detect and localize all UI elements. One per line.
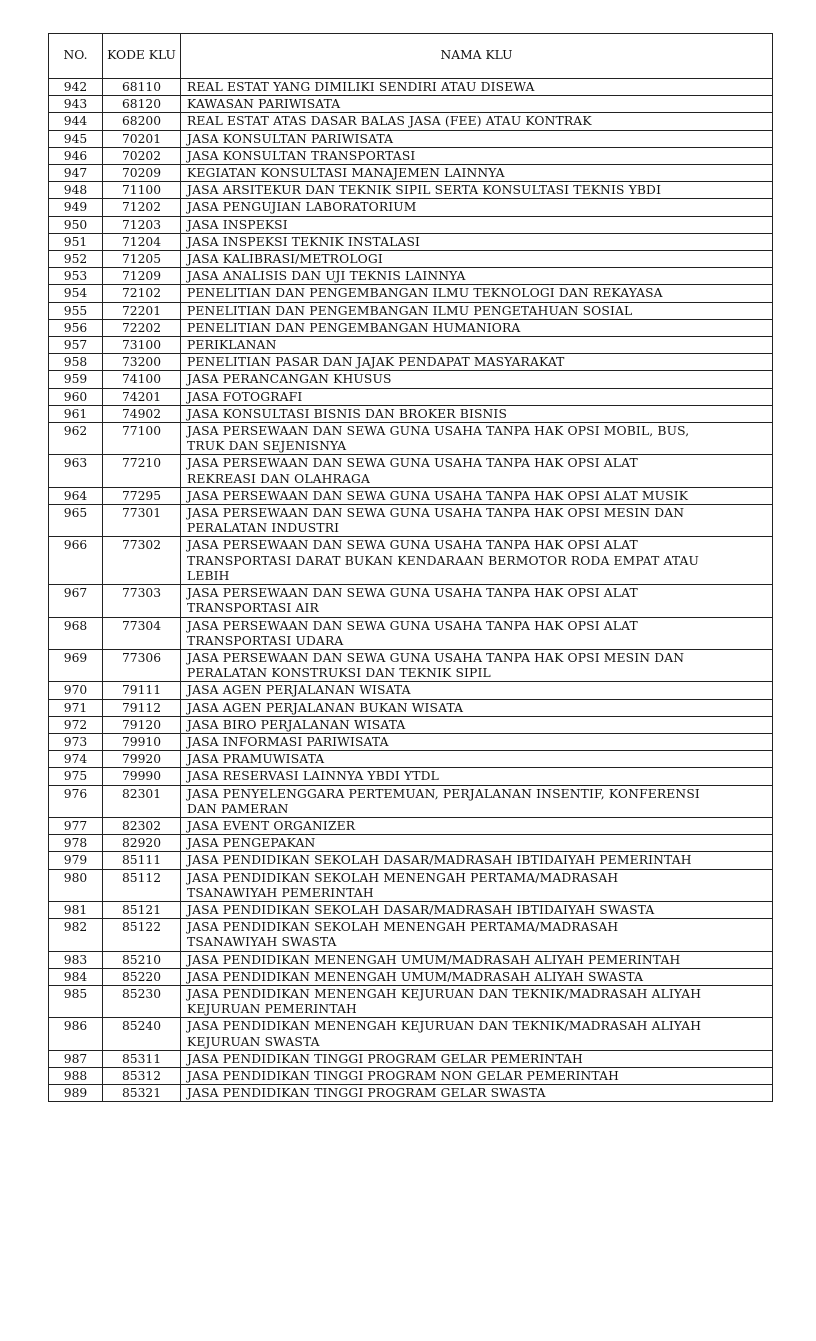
cell-nama-klu <box>181 869 773 901</box>
table-row <box>49 768 773 785</box>
table-row <box>49 302 773 319</box>
table-row <box>49 1018 773 1050</box>
cell-nama-klu <box>181 251 773 268</box>
nama-line: JASA KONSULTAN PARIWISATA <box>187 131 394 146</box>
table-row <box>49 817 773 834</box>
table-header <box>49 34 773 79</box>
nama-line: REKREASI DAN OLAHRAGA <box>187 471 370 486</box>
table-body <box>49 79 773 1102</box>
cell-no: 947 <box>49 165 103 182</box>
cell-nama-klu <box>181 268 773 285</box>
table-row <box>49 649 773 681</box>
nama-line: JASA PRAMUWISATA <box>187 752 325 767</box>
nama-line: KEGIATAN KONSULTASI MANAJEMEN LAINNYA <box>187 166 505 181</box>
cell-kode-klu: 68200 <box>103 113 181 130</box>
cell-no: 973 <box>49 733 103 750</box>
cell-no: 976 <box>49 785 103 817</box>
nama-line: JASA PENDIDIKAN SEKOLAH DASAR/MADRASAH IBTIDAIYAH PEMERINTAH <box>187 853 692 868</box>
cell-no: 989 <box>49 1085 103 1102</box>
cell-nama-klu <box>181 585 773 617</box>
cell-nama-klu <box>181 388 773 405</box>
cell-kode-klu: 71204 <box>103 233 181 250</box>
nama-line: PERALATAN KONSTRUKSI DAN TEKNIK SIPIL <box>187 666 491 681</box>
cell-nama-klu <box>181 768 773 785</box>
cell-no: 979 <box>49 852 103 869</box>
cell-nama-klu <box>181 337 773 354</box>
table-row <box>49 337 773 354</box>
nama-line: JASA PERSEWAAN DAN SEWA GUNA USAHA TANPA HAK OPSI MOBIL, BUS, <box>187 424 690 439</box>
table-row <box>49 951 773 968</box>
cell-no: 958 <box>49 354 103 371</box>
cell-nama-klu <box>181 354 773 371</box>
header-nama: NAMA KLU <box>181 34 773 79</box>
nama-line: JASA PENDIDIKAN TINGGI PROGRAM GELAR SWASTA <box>187 1086 546 1101</box>
cell-nama-klu <box>181 130 773 147</box>
nama-line: PENELITIAN PASAR DAN JAJAK PENDAPAT MASYARAKAT <box>187 355 565 370</box>
table-row <box>49 199 773 216</box>
cell-kode-klu: 85112 <box>103 869 181 901</box>
cell-kode-klu: 85111 <box>103 852 181 869</box>
table-row <box>49 251 773 268</box>
table-row <box>49 901 773 918</box>
cell-no: 954 <box>49 285 103 302</box>
cell-nama-klu <box>181 537 773 585</box>
header-kode: KODE KLU <box>103 34 181 79</box>
nama-line: KAWASAN PARIWISATA <box>187 97 341 112</box>
cell-nama-klu <box>181 505 773 537</box>
cell-kode-klu: 85240 <box>103 1018 181 1050</box>
klu-table <box>48 33 773 1102</box>
cell-nama-klu <box>181 985 773 1017</box>
cell-nama-klu <box>181 319 773 336</box>
nama-line: JASA ARSITEKUR DAN TEKNIK SIPIL SERTA KONSULTASI TEKNIS YBDI <box>187 183 662 198</box>
cell-nama-klu <box>181 147 773 164</box>
nama-line: TSANAWIYAH PEMERINTAH <box>187 885 374 900</box>
header-row <box>49 34 773 79</box>
nama-line: JASA PERANCANGAN KHUSUS <box>187 372 392 387</box>
nama-line: JASA EVENT ORGANIZER <box>187 818 356 833</box>
table-row <box>49 716 773 733</box>
cell-no: 955 <box>49 302 103 319</box>
cell-kode-klu: 71202 <box>103 199 181 216</box>
cell-nama-klu <box>181 682 773 699</box>
table-row <box>49 985 773 1017</box>
table-row <box>49 423 773 455</box>
cell-kode-klu: 71205 <box>103 251 181 268</box>
cell-no: 985 <box>49 985 103 1017</box>
cell-no: 971 <box>49 699 103 716</box>
cell-nama-klu <box>181 487 773 504</box>
cell-no: 963 <box>49 455 103 487</box>
table-row <box>49 968 773 985</box>
nama-line: KEJURUAN SWASTA <box>187 1034 320 1049</box>
cell-no: 970 <box>49 682 103 699</box>
header-no: NO. <box>49 34 103 79</box>
table-row <box>49 455 773 487</box>
table-row <box>49 1085 773 1102</box>
table-row <box>49 268 773 285</box>
cell-kode-klu: 74100 <box>103 371 181 388</box>
nama-line: JASA PENDIDIKAN MENENGAH KEJURUAN DAN TEKNIK/MADRASAH ALIYAH <box>187 986 702 1001</box>
nama-line: DAN PAMERAN <box>187 801 289 816</box>
cell-no: 942 <box>49 79 103 96</box>
table-row <box>49 487 773 504</box>
cell-kode-klu: 77302 <box>103 537 181 585</box>
cell-kode-klu: 79111 <box>103 682 181 699</box>
nama-line: JASA PENDIDIKAN MENENGAH KEJURUAN DAN TEKNIK/MADRASAH ALIYAH <box>187 1019 702 1034</box>
nama-line: JASA PENDIDIKAN MENENGAH UMUM/MADRASAH ALIYAH SWASTA <box>187 969 644 984</box>
cell-no: 951 <box>49 233 103 250</box>
nama-line: JASA AGEN PERJALANAN WISATA <box>187 683 411 698</box>
cell-kode-klu: 82302 <box>103 817 181 834</box>
cell-nama-klu <box>181 919 773 951</box>
cell-nama-klu <box>181 785 773 817</box>
nama-line: JASA PERSEWAAN DAN SEWA GUNA USAHA TANPA HAK OPSI MESIN DAN <box>187 650 685 665</box>
nama-line: TRUK DAN SEJENISNYA <box>187 439 347 454</box>
cell-kode-klu: 77100 <box>103 423 181 455</box>
table-row <box>49 113 773 130</box>
cell-kode-klu: 79990 <box>103 768 181 785</box>
nama-line: LEBIH <box>187 568 230 583</box>
table-row <box>49 751 773 768</box>
nama-line: JASA FOTOGRAFI <box>187 389 303 404</box>
nama-line: JASA PENDIDIKAN MENENGAH UMUM/MADRASAH ALIYAH PEMERINTAH <box>187 952 681 967</box>
cell-nama-klu <box>181 96 773 113</box>
cell-nama-klu <box>181 817 773 834</box>
cell-kode-klu: 77304 <box>103 617 181 649</box>
nama-line: TRANSPORTASI UDARA <box>187 633 344 648</box>
cell-no: 961 <box>49 405 103 422</box>
table-row <box>49 96 773 113</box>
cell-no: 950 <box>49 216 103 233</box>
cell-nama-klu <box>181 182 773 199</box>
cell-nama-klu <box>181 423 773 455</box>
cell-no: 988 <box>49 1067 103 1084</box>
nama-line: JASA PERSEWAAN DAN SEWA GUNA USAHA TANPA HAK OPSI ALAT MUSIK <box>187 488 689 503</box>
table-row <box>49 537 773 585</box>
cell-nama-klu <box>181 113 773 130</box>
cell-kode-klu: 70201 <box>103 130 181 147</box>
cell-nama-klu <box>181 371 773 388</box>
cell-kode-klu: 71203 <box>103 216 181 233</box>
cell-no: 984 <box>49 968 103 985</box>
cell-no: 944 <box>49 113 103 130</box>
cell-kode-klu: 79920 <box>103 751 181 768</box>
table-row <box>49 130 773 147</box>
nama-line: JASA INSPEKSI TEKNIK INSTALASI <box>187 234 421 249</box>
cell-nama-klu <box>181 852 773 869</box>
table-row <box>49 233 773 250</box>
cell-kode-klu: 85220 <box>103 968 181 985</box>
cell-no: 982 <box>49 919 103 951</box>
nama-line: PENELITIAN DAN PENGEMBANGAN ILMU PENGETAHUAN SOSIAL <box>187 303 633 318</box>
cell-no: 959 <box>49 371 103 388</box>
nama-line: JASA PENDIDIKAN SEKOLAH DASAR/MADRASAH IBTIDAIYAH SWASTA <box>187 902 655 917</box>
cell-kode-klu: 85210 <box>103 951 181 968</box>
cell-nama-klu <box>181 751 773 768</box>
cell-kode-klu: 77301 <box>103 505 181 537</box>
table-row <box>49 617 773 649</box>
cell-kode-klu: 72202 <box>103 319 181 336</box>
cell-nama-klu <box>181 617 773 649</box>
cell-kode-klu: 68120 <box>103 96 181 113</box>
cell-kode-klu: 68110 <box>103 79 181 96</box>
nama-line: TRANSPORTASI DARAT BUKAN KENDARAAN BERMOTOR RODA EMPAT ATAU <box>187 553 700 568</box>
cell-kode-klu: 73200 <box>103 354 181 371</box>
nama-line: JASA PERSEWAAN DAN SEWA GUNA USAHA TANPA HAK OPSI ALAT <box>187 586 638 601</box>
cell-kode-klu: 82920 <box>103 835 181 852</box>
cell-nama-klu <box>181 79 773 96</box>
table-row <box>49 835 773 852</box>
cell-nama-klu <box>181 302 773 319</box>
cell-kode-klu: 71209 <box>103 268 181 285</box>
cell-no: 956 <box>49 319 103 336</box>
nama-line: JASA INSPEKSI <box>187 217 288 232</box>
nama-line: PENELITIAN DAN PENGEMBANGAN ILMU TEKNOLOGI DAN REKAYASA <box>187 286 663 301</box>
cell-kode-klu: 71100 <box>103 182 181 199</box>
cell-kode-klu: 70209 <box>103 165 181 182</box>
cell-no: 975 <box>49 768 103 785</box>
nama-line: TRANSPORTASI AIR <box>187 601 319 616</box>
cell-kode-klu: 85230 <box>103 985 181 1017</box>
nama-line: JASA PENDIDIKAN TINGGI PROGRAM GELAR PEMERINTAH <box>187 1051 583 1066</box>
cell-nama-klu <box>181 716 773 733</box>
cell-no: 965 <box>49 505 103 537</box>
table-row <box>49 852 773 869</box>
nama-line: JASA PENYELENGGARA PERTEMUAN, PERJALANAN INSENTIF, KONFERENSI <box>187 786 700 801</box>
cell-nama-klu <box>181 951 773 968</box>
cell-nama-klu <box>181 1085 773 1102</box>
cell-kode-klu: 70202 <box>103 147 181 164</box>
table-row <box>49 919 773 951</box>
cell-kode-klu: 79120 <box>103 716 181 733</box>
nama-line: JASA PENDIDIKAN SEKOLAH MENENGAH PERTAMA/MADRASAH <box>187 920 619 935</box>
table-row <box>49 216 773 233</box>
cell-no: 986 <box>49 1018 103 1050</box>
cell-no: 969 <box>49 649 103 681</box>
cell-nama-klu <box>181 165 773 182</box>
nama-line: JASA ANALISIS DAN UJI TEKNIS LAINNYA <box>187 269 466 284</box>
nama-line: JASA KONSULTAN TRANSPORTASI <box>187 148 416 163</box>
cell-no: 962 <box>49 423 103 455</box>
cell-kode-klu: 77210 <box>103 455 181 487</box>
cell-no: 948 <box>49 182 103 199</box>
nama-line: JASA BIRO PERJALANAN WISATA <box>187 717 406 732</box>
cell-nama-klu <box>181 455 773 487</box>
cell-no: 967 <box>49 585 103 617</box>
table-row <box>49 285 773 302</box>
table-row <box>49 147 773 164</box>
nama-line: REAL ESTAT ATAS DASAR BALAS JASA (FEE) ATAU KONTRAK <box>187 114 592 129</box>
cell-kode-klu: 73100 <box>103 337 181 354</box>
nama-line: REAL ESTAT YANG DIMILIKI SENDIRI ATAU DISEWA <box>187 80 535 94</box>
cell-nama-klu <box>181 968 773 985</box>
nama-line: JASA INFORMASI PARIWISATA <box>187 734 389 749</box>
cell-kode-klu: 77303 <box>103 585 181 617</box>
cell-no: 977 <box>49 817 103 834</box>
cell-nama-klu <box>181 216 773 233</box>
nama-line: JASA PERSEWAAN DAN SEWA GUNA USAHA TANPA HAK OPSI ALAT <box>187 456 638 471</box>
nama-line: PERIKLANAN <box>187 338 277 353</box>
nama-line: JASA RESERVASI LAINNYA YBDI YTDL <box>187 769 439 784</box>
cell-nama-klu <box>181 649 773 681</box>
cell-nama-klu <box>181 199 773 216</box>
nama-line: JASA PENDIDIKAN TINGGI PROGRAM NON GELAR PEMERINTAH <box>187 1068 620 1083</box>
nama-line: JASA KALIBRASI/METROLOGI <box>187 252 383 267</box>
table-row <box>49 505 773 537</box>
cell-kode-klu: 79910 <box>103 733 181 750</box>
cell-no: 960 <box>49 388 103 405</box>
table-row <box>49 1050 773 1067</box>
cell-nama-klu <box>181 233 773 250</box>
nama-line: KEJURUAN PEMERINTAH <box>187 1002 357 1017</box>
cell-kode-klu: 85312 <box>103 1067 181 1084</box>
table-row <box>49 682 773 699</box>
table-row <box>49 733 773 750</box>
table-row <box>49 354 773 371</box>
cell-no: 964 <box>49 487 103 504</box>
cell-no: 978 <box>49 835 103 852</box>
nama-line: PERALATAN INDUSTRI <box>187 521 340 536</box>
nama-line: JASA PERSEWAAN DAN SEWA GUNA USAHA TANPA HAK OPSI ALAT <box>187 618 638 633</box>
cell-no: 952 <box>49 251 103 268</box>
cell-kode-klu: 85321 <box>103 1085 181 1102</box>
cell-kode-klu: 85121 <box>103 901 181 918</box>
cell-no: 972 <box>49 716 103 733</box>
table-row <box>49 699 773 716</box>
cell-kode-klu: 74201 <box>103 388 181 405</box>
cell-no: 966 <box>49 537 103 585</box>
table-row <box>49 405 773 422</box>
cell-no: 943 <box>49 96 103 113</box>
nama-line: JASA KONSULTASI BISNIS DAN BROKER BISNIS <box>187 406 508 421</box>
cell-no: 981 <box>49 901 103 918</box>
table-row <box>49 319 773 336</box>
cell-nama-klu <box>181 901 773 918</box>
cell-kode-klu: 82301 <box>103 785 181 817</box>
cell-no: 945 <box>49 130 103 147</box>
cell-no: 980 <box>49 869 103 901</box>
cell-kode-klu: 72201 <box>103 302 181 319</box>
cell-kode-klu: 77295 <box>103 487 181 504</box>
cell-nama-klu <box>181 285 773 302</box>
nama-line: PENELITIAN DAN PENGEMBANGAN HUMANIORA <box>187 320 521 335</box>
nama-line: TSANAWIYAH SWASTA <box>187 935 337 950</box>
cell-kode-klu: 72102 <box>103 285 181 302</box>
cell-nama-klu <box>181 405 773 422</box>
nama-line: JASA PENDIDIKAN SEKOLAH MENENGAH PERTAMA/MADRASAH <box>187 870 619 885</box>
table-row <box>49 79 773 96</box>
table-row <box>49 785 773 817</box>
nama-line: JASA PENGUJIAN LABORATORIUM <box>187 200 417 215</box>
cell-no: 953 <box>49 268 103 285</box>
cell-nama-klu <box>181 1067 773 1084</box>
cell-no: 949 <box>49 199 103 216</box>
cell-kode-klu: 85122 <box>103 919 181 951</box>
nama-line: JASA AGEN PERJALANAN BUKAN WISATA <box>187 700 464 715</box>
cell-kode-klu: 74902 <box>103 405 181 422</box>
cell-nama-klu <box>181 835 773 852</box>
table-row <box>49 371 773 388</box>
cell-kode-klu: 85311 <box>103 1050 181 1067</box>
cell-no: 974 <box>49 751 103 768</box>
cell-nama-klu <box>181 1050 773 1067</box>
cell-no: 987 <box>49 1050 103 1067</box>
cell-no: 983 <box>49 951 103 968</box>
nama-line: JASA PENGEPAKAN <box>187 836 316 851</box>
table-row <box>49 165 773 182</box>
table-row <box>49 388 773 405</box>
table-row <box>49 1067 773 1084</box>
cell-nama-klu <box>181 733 773 750</box>
cell-nama-klu <box>181 1018 773 1050</box>
table-row <box>49 869 773 901</box>
nama-line: JASA PERSEWAAN DAN SEWA GUNA USAHA TANPA HAK OPSI ALAT <box>187 538 638 553</box>
cell-no: 946 <box>49 147 103 164</box>
table-row <box>49 585 773 617</box>
cell-kode-klu: 77306 <box>103 649 181 681</box>
table-row <box>49 182 773 199</box>
cell-nama-klu <box>181 699 773 716</box>
cell-no: 957 <box>49 337 103 354</box>
cell-kode-klu: 79112 <box>103 699 181 716</box>
nama-line: JASA PERSEWAAN DAN SEWA GUNA USAHA TANPA HAK OPSI MESIN DAN <box>187 506 685 521</box>
cell-no: 968 <box>49 617 103 649</box>
